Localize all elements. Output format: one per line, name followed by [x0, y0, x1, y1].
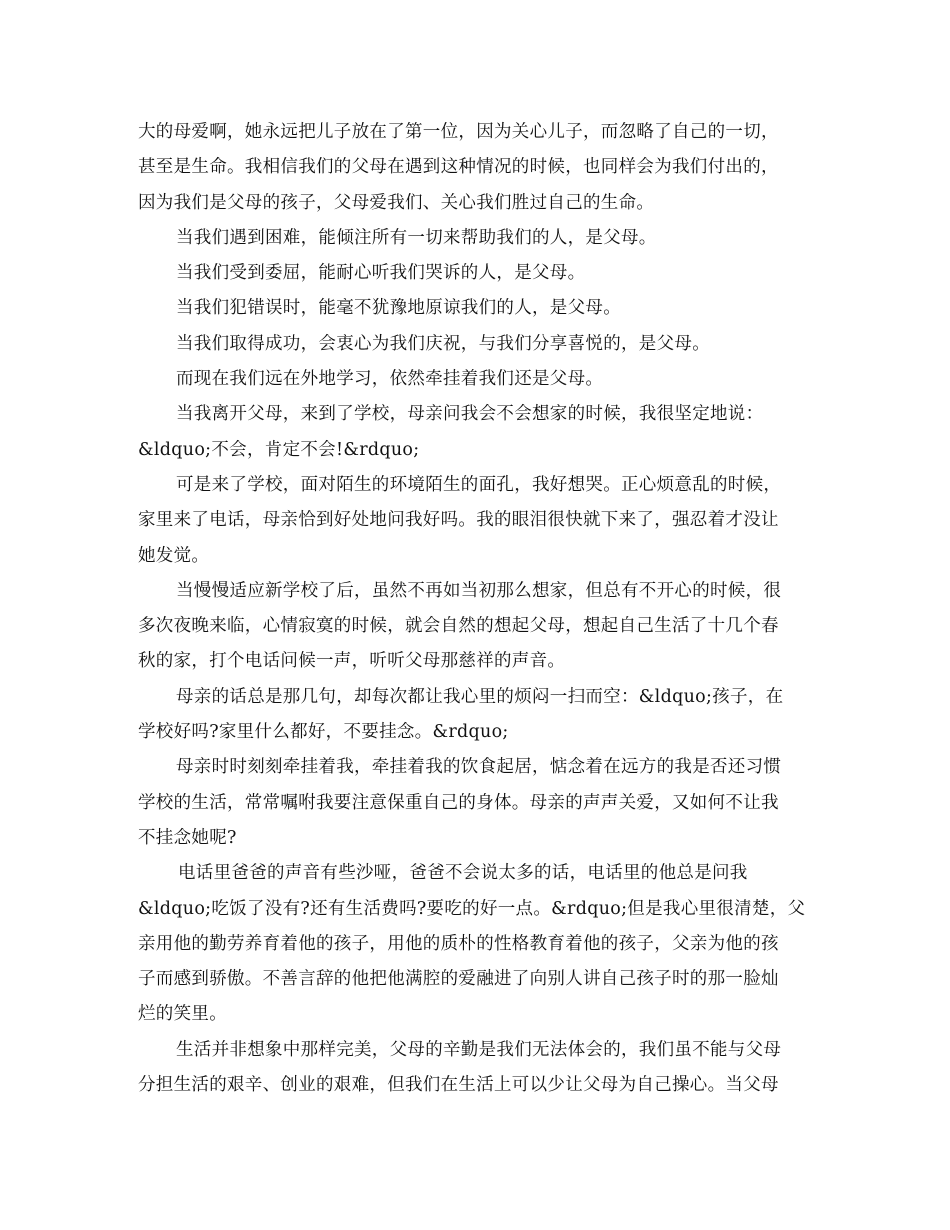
paragraph-line: 电话里爸爸的声音有些沙哑，爸爸不会说太多的话，电话里的他总是问我 [178, 863, 748, 884]
paragraph-line: 当我们犯错误时，能毫不犹豫地原谅我们的人，是父母。 [176, 298, 621, 319]
text-line: 秋的家，打个电话问候一声，听听父母那慈祥的声音。 [138, 651, 566, 672]
text-line: 烂的笑里。 [138, 1004, 227, 1025]
text-line: 家里来了电话，母亲恰到好处地问我好吗。我的眼泪很快就下来了，强忍着才没让 [138, 510, 779, 531]
paragraph-line: 当我们受到委屈，能耐心听我们哭诉的人，是父母。 [176, 263, 586, 284]
paragraph-line: 当慢慢适应新学校了后，虽然不再如当初那么想家，但总有不开心的时候，很 [176, 580, 782, 601]
text-line: 分担生活的艰辛、创业的艰难，但我们在生活上可以少让父母为自己操心。当父母 [138, 1075, 779, 1096]
text-line: 因为我们是父母的孩子，父母爱我们、关心我们胜过自己的生命。 [138, 192, 655, 213]
text-line: 她发觉。 [138, 545, 210, 566]
text-line: 亲用他的勤劳养育着他的孩子，用他的质朴的性格教育着他的孩子，父亲为他的孩 [138, 933, 779, 954]
text-line: 大的母爱啊，她永远把儿子放在了第一位，因为关心儿子，而忽略了自己的一切， [138, 122, 779, 142]
text-line: 不挂念她呢? [138, 827, 237, 848]
paragraph-line: 当我们遇到困难，能倾注所有一切来帮助我们的人，是父母。 [176, 227, 657, 248]
paragraph-line: 可是来了学校，面对陌生的环境陌生的面孔，我好想哭。正心烦意乱的时候， [176, 474, 782, 495]
document-body [138, 115, 818, 1103]
text-line: 多次夜晚来临，心情寂寞的时候，就会自然的想起父母，想起自己生活了十几个春 [138, 616, 779, 637]
text-line: &ldquo;吃饭了没有?还有生活费吗?要吃的好一点。&rdquo;但是我心里很清楚，父 [138, 898, 806, 919]
paragraph-line: 当我们取得成功，会衷心为我们庆祝，与我们分享喜悦的，是父母。 [176, 333, 710, 354]
paragraph-line: 而现在我们远在外地学习，依然牵挂着我们还是父母。 [176, 369, 604, 390]
text-line: &ldquo;不会，肯定不会!&rdquo; [138, 439, 420, 460]
paragraph-line: 当我离开父母，来到了学校，母亲问我会不会想家的时候，我很坚定地说： [176, 404, 764, 425]
paragraph-line: 母亲时时刻刻牵挂着我，牵挂着我的饮食起居，惦念着在远方的我是否还习惯 [176, 757, 782, 778]
text-line: 学校好吗?家里什么都好，不要挂念。&rdquo; [138, 722, 509, 743]
text-line: 甚至是生命。我相信我们的父母在遇到这种情况的时候，也同样会为我们付出的， [138, 157, 779, 178]
paragraph-line: 母亲的话总是那几句，却每次都让我心里的烦闷一扫而空：&ldquo;孩子，在 [176, 686, 784, 707]
text-line: 学校的生活，常常嘱咐我要注意保重自己的身体。母亲的声声关爱，又如何不让我 [138, 792, 779, 813]
paragraph-line: 生活并非想象中那样完美，父母的辛勤是我们无法体会的，我们虽不能与父母 [176, 1039, 782, 1060]
text-line: 子而感到骄傲。不善言辞的他把他满腔的爱融进了向别人讲自己孩子时的那一脸灿 [138, 969, 779, 990]
